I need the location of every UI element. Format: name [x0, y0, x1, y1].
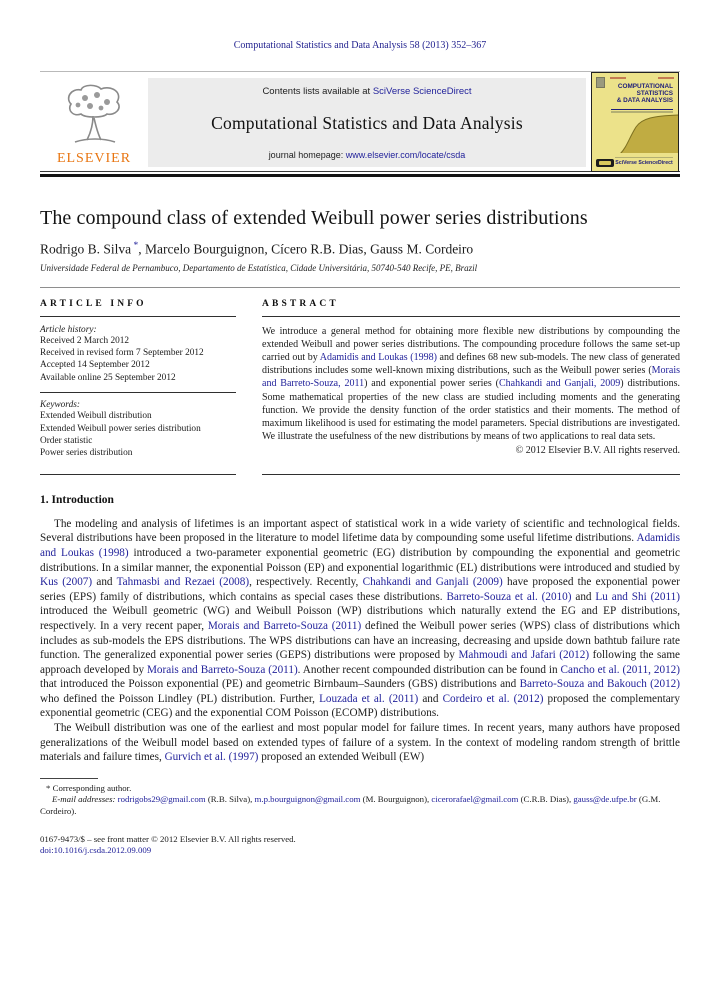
inline-link[interactable]: Lu and Shi (2011) — [595, 590, 680, 603]
text-segment: (R.B. Silva), — [205, 794, 255, 805]
affiliation-rule — [40, 287, 680, 288]
inline-link[interactable]: Tahmasbi and Rezaei (2008) — [116, 576, 250, 589]
article-history-label: Article history: — [40, 324, 97, 335]
inline-link[interactable]: Cordeiro et al. (2012) — [442, 692, 544, 705]
inline-link[interactable]: Adamidis and Loukas (1998) — [319, 351, 437, 363]
cover-footer-text: SciVerse ScienceDirect — [615, 159, 673, 166]
journal-citation-line: Computational Statistics and Data Analysis 58 (2013) 352–367 — [233, 40, 487, 51]
list-item: Extended Weibull distribution — [40, 411, 152, 422]
list-item: Received 2 March 2012 — [40, 335, 130, 346]
inline-link[interactable]: m.p.bourguignon@gmail.com — [254, 794, 361, 805]
corresponding-author-note — [40, 783, 680, 795]
list-item: COMPUTATIONAL — [617, 82, 673, 90]
text-segment: following the same approach developed by — [40, 649, 680, 676]
inline-link[interactable]: Chahkandi and Ganjali (2009) — [362, 576, 503, 589]
text-segment: E-mail addresses: — [52, 794, 118, 805]
elsevier-logo[interactable] — [40, 72, 148, 171]
text-segment: and — [571, 590, 596, 603]
email-addresses-line — [40, 794, 680, 817]
list-item: Accepted 14 September 2012 — [40, 360, 150, 371]
text-segment: journal homepage: — [268, 150, 346, 160]
text-segment: (C.R.B. Dias), — [518, 794, 574, 805]
inline-link[interactable]: Morais and Barreto-Souza (2011) — [207, 619, 362, 632]
header-divider-thin — [40, 171, 680, 172]
cover-subtitle-bar — [611, 111, 673, 113]
inline-link[interactable]: Barreto-Souza et al. (2010) — [446, 590, 572, 603]
inline-link[interactable]: Kus (2007) — [40, 576, 93, 589]
inline-link[interactable]: Gurvich et al. (1997) — [164, 751, 259, 764]
doi-link[interactable]: doi:10.1016/j.csda.2012.09.009 — [40, 845, 152, 856]
inline-link[interactable]: Louzada et al. (2011) — [319, 692, 419, 705]
abstract-text — [262, 325, 680, 444]
homepage-line — [269, 150, 466, 160]
article-info-heading: ARTICLE INFO — [40, 299, 236, 317]
list-item: Order statistic — [40, 435, 93, 446]
inline-link[interactable]: * — [131, 241, 139, 251]
info-abstract-columns — [40, 299, 680, 475]
text-segment: defined the Weibull power series (WPS) class of distributions which includes as sub-models the EPS distributions. The WPS distributions can have an increasing, decreasing and upside down bathtub failure rate function. The generalized exponential power series (GEPS) distributions were proposed by — [40, 619, 680, 662]
abstract-column — [262, 299, 680, 475]
inline-link[interactable]: www.elsevier.com/locate/csda — [345, 150, 466, 160]
inline-link[interactable]: Morais and Barreto-Souza (2011) — [146, 663, 298, 676]
cover-top-decoration-left — [610, 77, 626, 79]
list-item: Extended Weibull power series distribution — [40, 423, 201, 434]
text-segment: Rodrigo B. Silva — [40, 241, 132, 257]
list-item: Power series distribution — [40, 448, 133, 459]
article-title: The compound class of extended Weibull power series distributions — [40, 207, 588, 229]
section-heading-introduction: 1. Introduction — [40, 493, 114, 506]
list-item: STATISTICS — [636, 89, 673, 97]
text-segment: Corresponding author. — [50, 782, 132, 793]
header-divider-thick — [40, 174, 680, 177]
text-segment: proposed the complementary exponential geometric (CEG) and the exponential COM Poisson (ECOMP) distributions. — [40, 692, 680, 720]
keywords-list — [40, 410, 236, 460]
introduction-paragraph-2 — [40, 721, 680, 765]
banner-center — [148, 78, 586, 167]
issn-copyright-line: 0167-9473/$ – see front matter © 2012 Elsevier B.V. All rights reserved. — [40, 833, 296, 844]
cover-title — [603, 83, 673, 105]
text-segment: introduced the Weibull geometric (WG) and Weibull Poisson (WP) distributions which naturally extend the EG and EP distributions, respectively. In a very recent paper, — [40, 605, 680, 632]
text-segment: and defines 68 new sub-models. The new class of generated distributions includes some well-known mixing distributions, such as the Weibull power series ( — [262, 351, 680, 377]
list-item: & DATA ANALYSIS — [616, 97, 673, 105]
inline-link[interactable]: Morais and Barreto-Souza, 2011 — [262, 365, 680, 390]
text-segment: . Another recent compounded distribution can be found in — [297, 663, 561, 676]
contents-line — [262, 86, 471, 97]
inline-link[interactable]: cicerorafael@gmail.com — [431, 794, 519, 805]
imprint-block — [40, 834, 680, 857]
affiliation-line: Universidade Federal de Pernambuco, Departamento de Estatística, Cidade Universitária, 50740-540 Recife, PE, Brazil — [40, 262, 478, 273]
text-segment: The Weibull distribution was one of the earliest and most popular model for failure times. In recent years, many authors have proposed generalizations of the Weibull model based on extended types of failure of a system. In the context of modeling random strength of brittle materials and failure times, — [40, 722, 680, 764]
inline-link[interactable]: gauss@de.ufpe.br — [573, 794, 637, 805]
inline-link[interactable]: Cancho et al. (2011, 2012) — [560, 663, 680, 676]
text-segment: who defined the Poisson Lindley (PL) distribution. Further, — [40, 692, 320, 705]
inline-link[interactable]: Barreto-Souza and Bakouch (2012) — [519, 678, 680, 691]
text-segment: We introduce a general method for obtaining more flexible new distributions by compounding the extended Weibull and power series distributions. The compounding procedure follows the same set-up carried out by — [262, 325, 680, 363]
text-segment: ) distributions. Some mathematical properties of the new class are studied including moments and the generating function. We provide the density function of the order statistics and their moments. The method of maximum likelihood is used for estimating the model parameters. Special distributions are investigated. We illustrate the usefulness of the new distributions by means of two applications to real data sets. — [262, 378, 681, 443]
text-segment: (G.M. Cordeiro). — [40, 794, 661, 817]
journal-header-banner — [40, 71, 680, 171]
footnote-block — [40, 783, 680, 818]
text-segment: , Marcelo Bourguignon, Cícero R.B. Dias, Gauss M. Cordeiro — [138, 241, 474, 257]
inline-link[interactable]: Adamidis and Loukas (1998) — [40, 532, 680, 559]
abstract-heading: ABSTRACT — [262, 299, 680, 317]
keywords-label: Keywords: — [40, 400, 80, 411]
elsevier-wordmark: ELSEVIER — [56, 151, 132, 166]
journal-cover-thumbnail[interactable] — [591, 72, 679, 172]
inline-link[interactable]: Chahkandi and Ganjali, 2009 — [498, 378, 621, 390]
article-history-list — [40, 335, 236, 385]
text-segment: proposed an extended Weibull (EW) — [258, 751, 425, 764]
text-segment: have proposed the exponential power series (EPS) family of distributions, which contains as special cases these distributions. — [40, 576, 680, 603]
text-segment: that introduced the Poisson exponential (PE) and geometric Birnbaum–Saunders (GBS) distributions and — [40, 678, 520, 691]
footnote-rule — [40, 778, 98, 779]
inline-link[interactable]: SciVerse ScienceDirect — [372, 86, 472, 97]
introduction-paragraph-1 — [40, 517, 680, 721]
text-segment: (M. Bourguignon), — [360, 794, 432, 805]
inline-link[interactable]: Mahmoudi and Jafari (2012) — [458, 649, 590, 662]
text-segment: introduced a two-parameter exponential geometric (EG) distribution by compounding the exponential and geometric distributions. In a similar manner, the exponential Poisson (EP) and exponential logarithmic (EL) distributions were introduced and studied by — [40, 546, 680, 574]
text-segment: and — [92, 576, 117, 589]
text-segment: Contents lists available at — [262, 86, 373, 97]
list-item: Received in revised form 7 September 2012 — [40, 347, 204, 358]
elsevier-tree-icon — [63, 84, 125, 153]
list-item: Available online 25 September 2012 — [40, 372, 176, 383]
copyright-line: © 2012 Elsevier B.V. All rights reserved. — [515, 445, 680, 457]
text-segment: , respectively. Recently, — [249, 576, 363, 589]
article-info-column — [40, 299, 236, 475]
text-segment: ) and exponential power series ( — [364, 378, 499, 390]
cover-publisher-mark — [596, 159, 614, 167]
cover-rule — [611, 109, 673, 110]
keywords-divider — [40, 392, 236, 460]
text-segment: * — [46, 782, 51, 793]
cover-top-decoration-right — [658, 77, 674, 79]
author-line — [40, 241, 680, 258]
cover-thumbnail-cell — [590, 72, 680, 171]
text-segment: and — [418, 692, 443, 705]
inline-link[interactable]: rodrigobs29@gmail.com — [117, 794, 206, 805]
journal-name: Computational Statistics and Data Analysis — [211, 113, 523, 133]
text-segment: The modeling and analysis of lifetimes is an important aspect of statistical work in a wide variety of scientific and technological fields. Several distributions have been proposed in the literature to model lifetime data by compounding some useful lifetime distributions. — [40, 517, 680, 545]
cover-footer-rule — [615, 157, 673, 158]
